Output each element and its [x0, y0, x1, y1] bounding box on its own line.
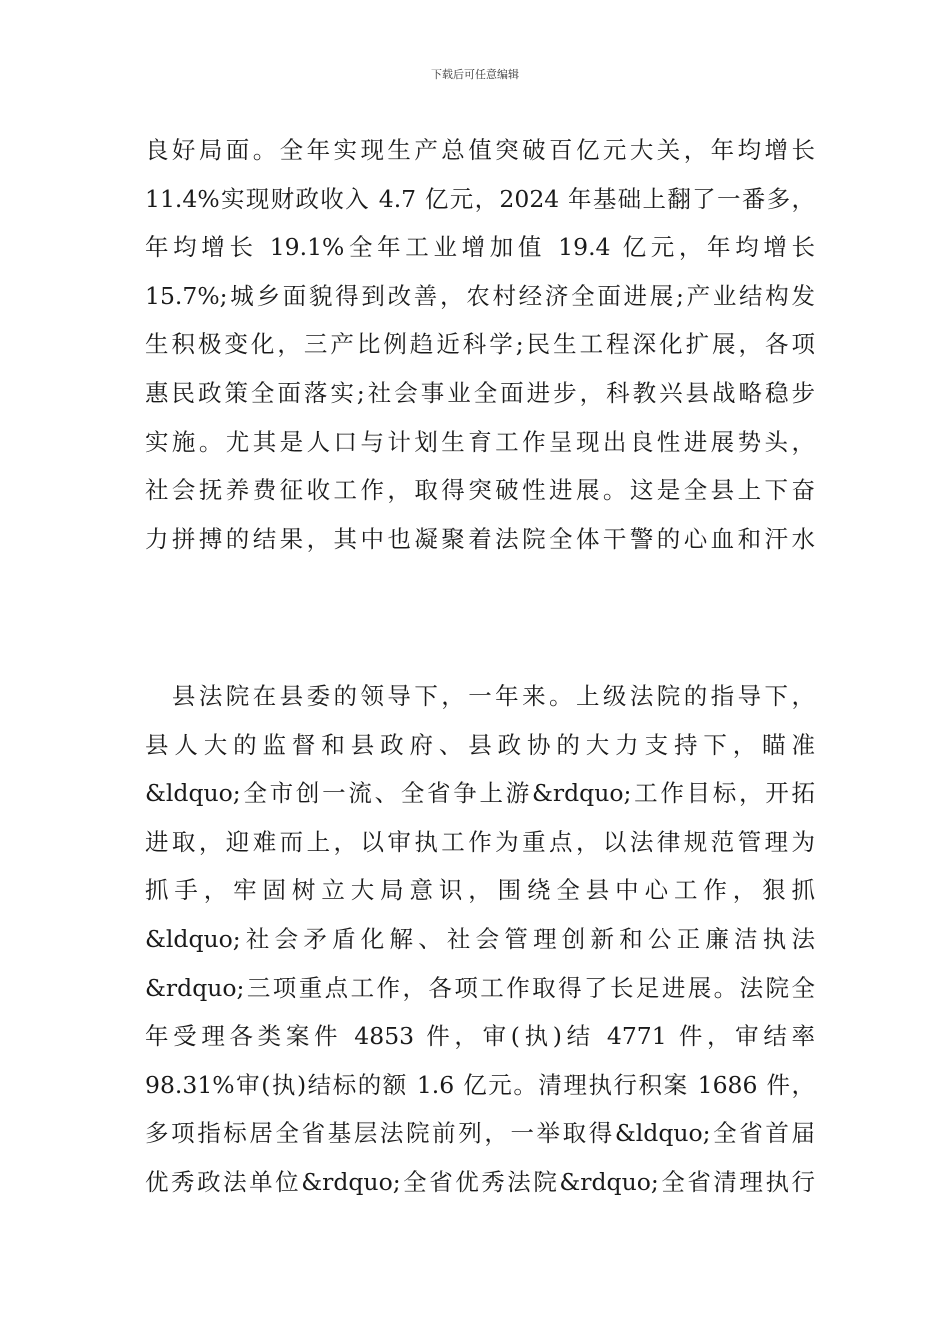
- text-line: 98.31%审(执)结标的额 1.6 亿元。清理执行积案 1686 件，: [145, 1070, 815, 1099]
- page-header-note: 下载后可任意编辑: [431, 68, 519, 81]
- text-line: 优秀政法单位&rdquo;全省优秀法院&rdquo;全省清理执行: [145, 1167, 815, 1196]
- text-line: 生积极变化，三产比例趋近科学;民生工程深化扩展，各项: [145, 330, 815, 359]
- text-line: 进取，迎难而上，以审执工作为重点，以法律规范管理为: [145, 827, 815, 856]
- text-line: 良好局面。全年实现生产总值突破百亿元大关，年均增长: [145, 136, 815, 164]
- text-line: 11.4%实现财政收入 4.7 亿元，2024 年基础上翻了一番多，: [145, 184, 815, 213]
- text-line: 年受理各类案件 4853 件，审(执)结 4771 件，审结率: [145, 1022, 815, 1051]
- text-line: &ldquo;全市创一流、全省争上游&rdquo;工作目标，开拓: [145, 779, 815, 808]
- text-line: 多项指标居全省基层法院前列，一举取得&ldquo;全省首届: [145, 1119, 815, 1148]
- text-line: 力拼搏的结果，其中也凝聚着法院全体干警的心血和汗水: [145, 524, 815, 553]
- text-line: &ldquo;社会矛盾化解、社会管理创新和公正廉洁执法: [145, 924, 815, 953]
- body-paragraph-1: [145, 126, 815, 563]
- text-line: 社会抚养费征收工作，取得突破性进展。这是全县上下奋: [145, 476, 815, 505]
- text-line: 实施。尤其是人口与计划生育工作呈现出良性进展势头，: [145, 427, 815, 456]
- text-line: &rdquo;三项重点工作，各项工作取得了长足进展。法院全: [145, 973, 815, 1002]
- text-line: 15.7%;城乡面貌得到改善，农村经济全面进展;产业结构发: [145, 281, 815, 310]
- text-line: 抓手，牢固树立大局意识，围绕全县中心工作，狠抓: [145, 876, 815, 905]
- text-line: 年均增长 19.1%全年工业增加值 19.4 亿元，年均增长: [145, 233, 815, 262]
- text-line: 县人大的监督和县政府、县政协的大力支持下，瞄准: [145, 730, 815, 759]
- text-line: 惠民政策全面落实;社会事业全面进步，科教兴县战略稳步: [145, 378, 815, 407]
- text-line: 县法院在县委的领导下，一年来。上级法院的指导下，: [145, 682, 815, 710]
- body-paragraph-2: [145, 672, 815, 1207]
